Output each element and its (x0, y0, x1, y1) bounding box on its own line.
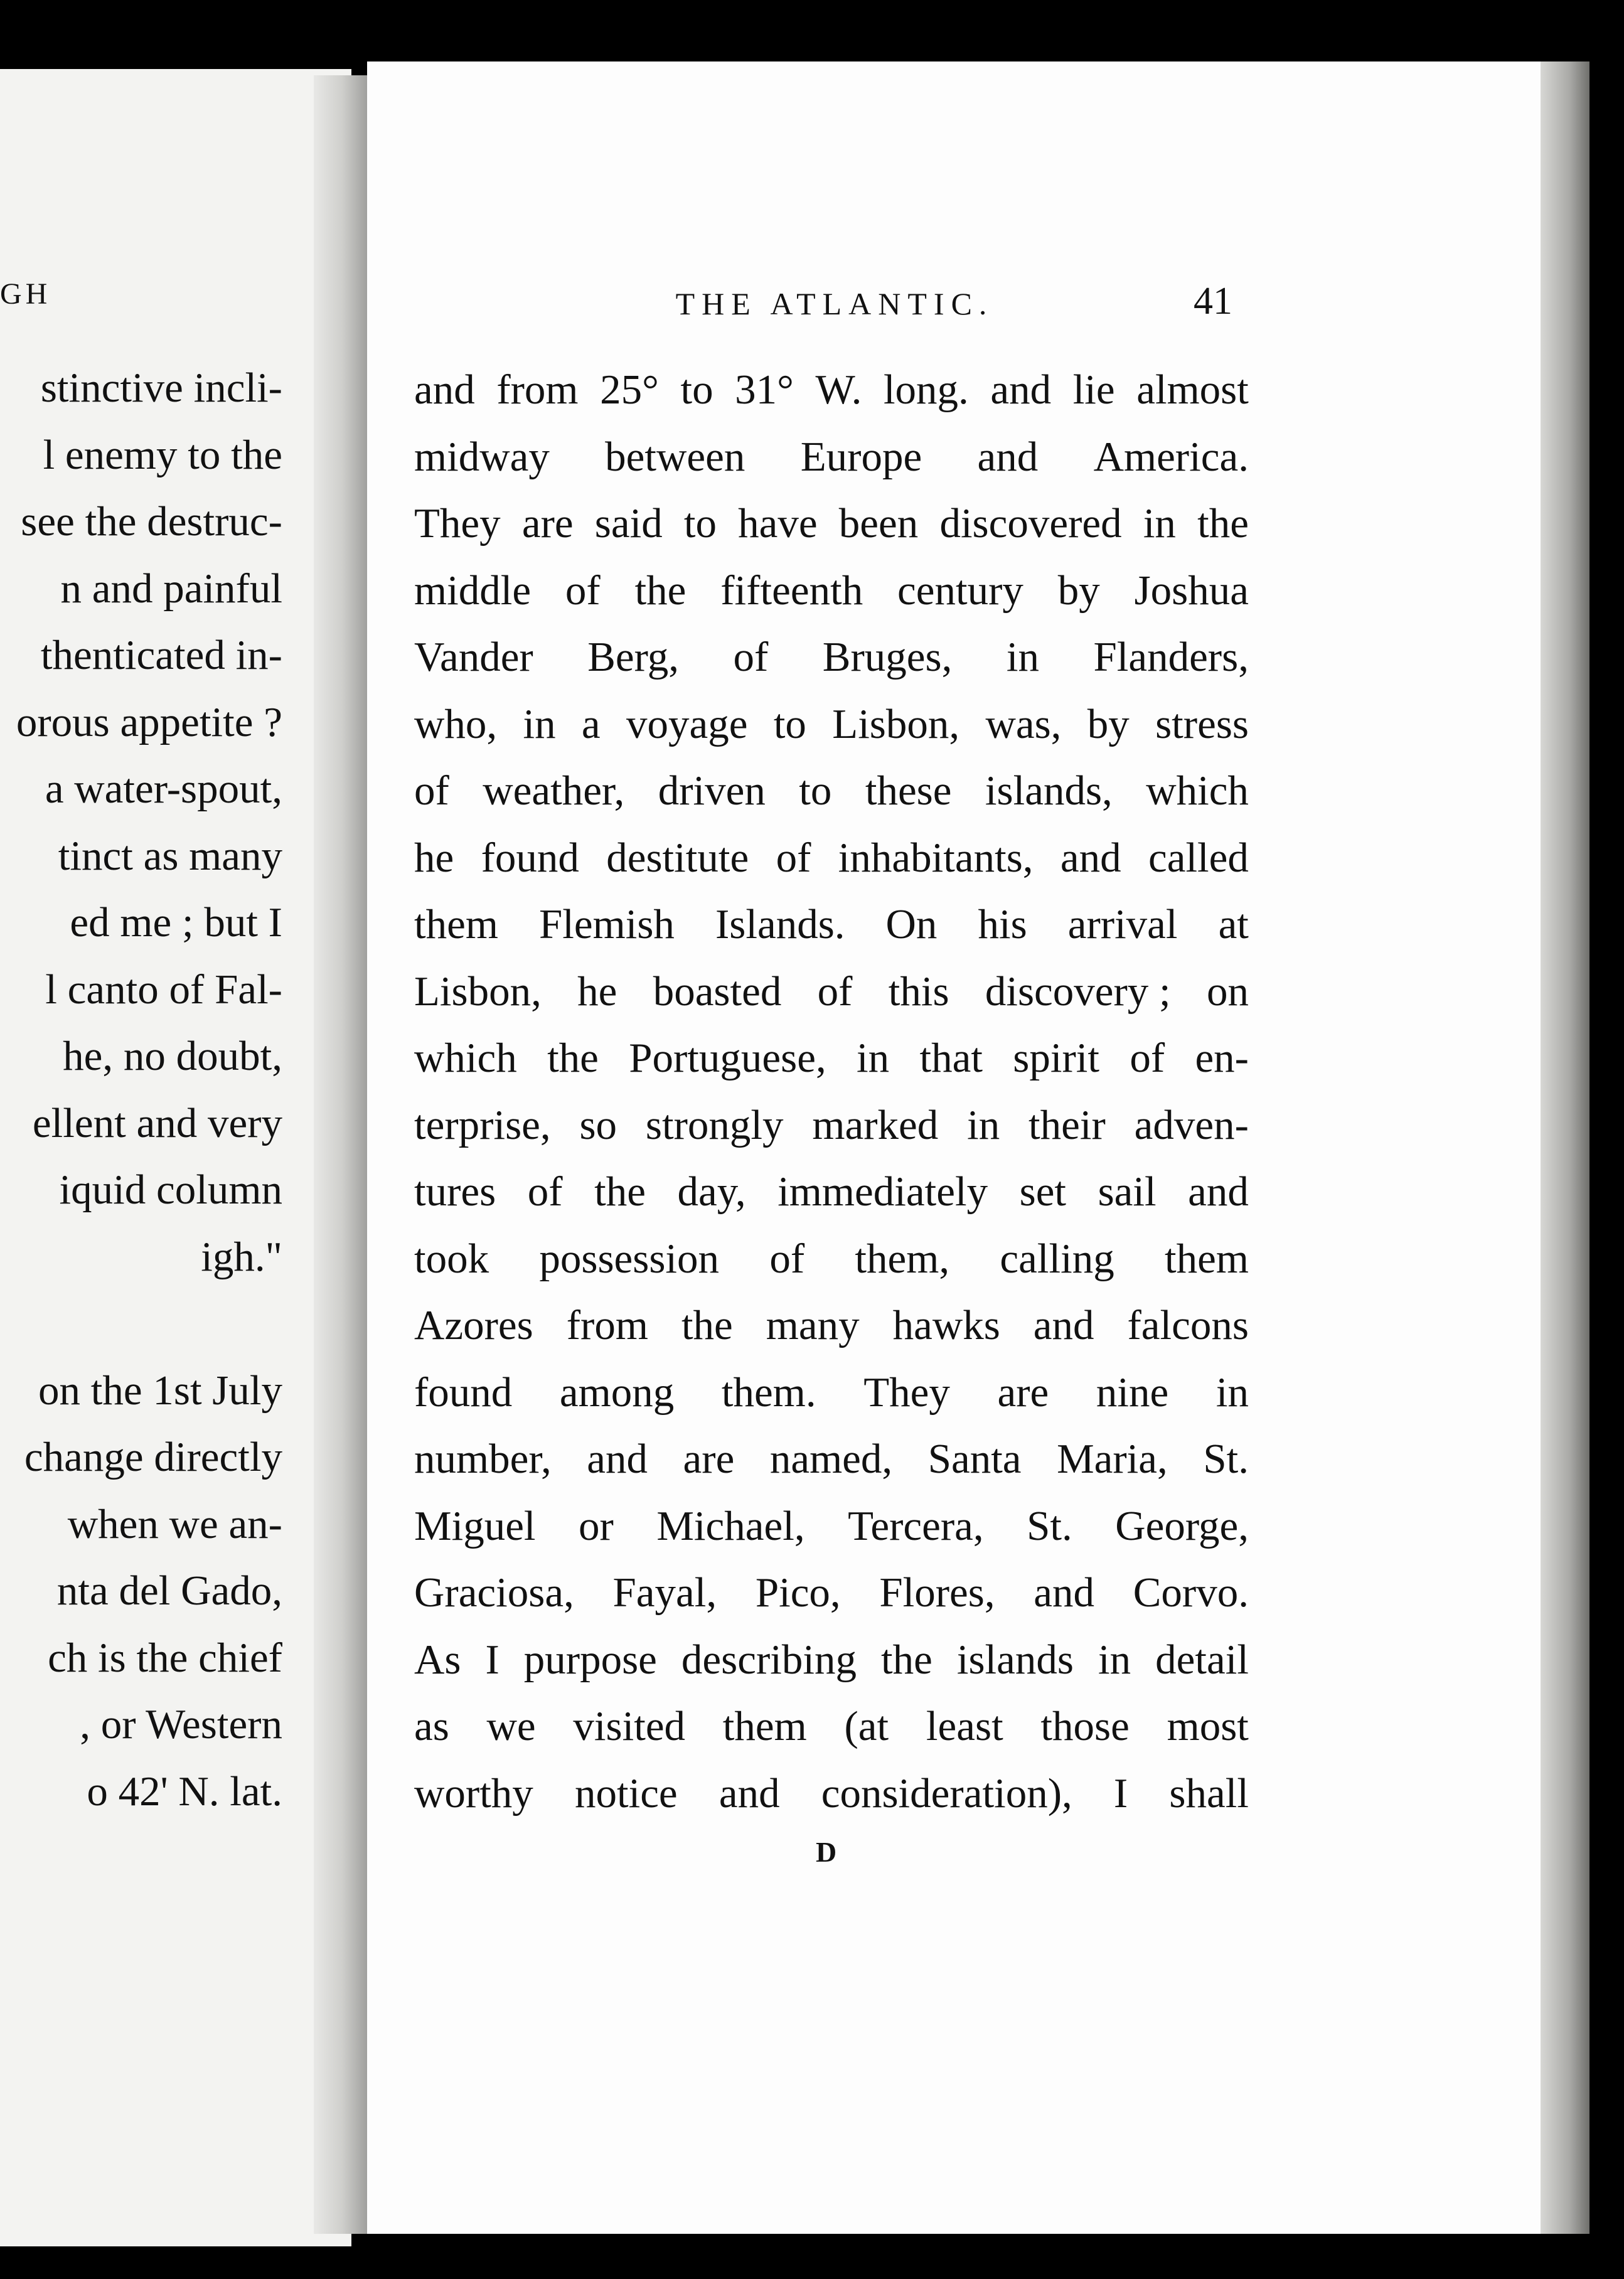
text-line (414, 1569, 1249, 1639)
word: I (1113, 1769, 1128, 1817)
word: lie (1072, 366, 1115, 413)
word: in (967, 1101, 1000, 1148)
text-line (414, 1636, 1249, 1706)
word: and (977, 433, 1039, 480)
word: the (1197, 500, 1249, 547)
word: among (559, 1369, 675, 1416)
left-text-line: change directly (24, 1434, 282, 1480)
word: of (565, 567, 601, 614)
word: Pico, (755, 1569, 841, 1616)
word: are (521, 500, 574, 547)
left-text-line: nta del Gado, (56, 1567, 282, 1614)
word: in (1143, 500, 1176, 547)
word: George, (1115, 1502, 1249, 1549)
word: Michael, (656, 1502, 805, 1549)
word: number, (414, 1436, 552, 1482)
left-text-line: see the destruc- (21, 498, 282, 545)
word: marked (812, 1101, 939, 1148)
word: Joshua (1134, 567, 1249, 614)
word: purpose (523, 1636, 657, 1683)
word: arrival (1067, 901, 1178, 947)
word: midway (414, 433, 550, 480)
left-text-line: he, no doubt, (63, 1033, 282, 1079)
page-edges (1541, 61, 1589, 2234)
text-line (414, 700, 1249, 771)
word: the (547, 1035, 599, 1081)
word: them (414, 901, 498, 947)
word: of (414, 767, 449, 814)
word: Islands. (715, 901, 845, 947)
word: Lisbon, (832, 700, 960, 747)
word: nine (1096, 1369, 1169, 1416)
word: between (605, 433, 745, 480)
word: a (581, 700, 601, 747)
word: set (1019, 1168, 1067, 1215)
word: spirit (1013, 1035, 1099, 1081)
word: of (527, 1168, 563, 1215)
left-text-line: l canto of Fal- (45, 966, 282, 1013)
page-number: 41 (1194, 280, 1232, 323)
word: detail (1155, 1636, 1249, 1683)
word: the (881, 1636, 932, 1683)
word: Graciosa, (414, 1569, 574, 1616)
word: the (681, 1302, 733, 1348)
word: these (865, 767, 952, 814)
left-text-line: ellent and very (32, 1099, 282, 1146)
word: inhabitants, (838, 834, 1034, 881)
text-line (414, 1438, 1249, 1505)
word: (at (844, 1703, 889, 1749)
left-text-line: ch is the chief (48, 1634, 282, 1681)
word: On (885, 901, 938, 947)
word: fifteenth (720, 567, 863, 614)
text-line (414, 433, 1249, 503)
left-text-line: , or Western (80, 1701, 282, 1748)
text-line (414, 968, 1249, 1038)
word: They (863, 1369, 950, 1416)
word: They (414, 500, 501, 547)
word: driven (658, 767, 766, 814)
word: took (414, 1235, 489, 1282)
left-text-line: ed me ; but I (70, 899, 282, 946)
word: named, (769, 1436, 893, 1482)
book-gutter (314, 75, 370, 2234)
word: to (799, 767, 832, 814)
word: St. (1203, 1436, 1249, 1482)
word: Bruges, (822, 634, 953, 680)
word: tures (414, 1168, 496, 1215)
word: have (738, 500, 818, 547)
word: of (769, 1235, 805, 1282)
word: we (486, 1703, 536, 1749)
word: those (1040, 1703, 1130, 1749)
word: called (1148, 834, 1249, 881)
word: their (1028, 1101, 1106, 1148)
word: or (579, 1502, 614, 1549)
word: on (1206, 968, 1249, 1015)
word: in (1215, 1369, 1249, 1416)
word: been (838, 500, 919, 547)
word: almost (1136, 366, 1249, 413)
text-line (414, 1705, 1249, 1773)
word: destitute (606, 834, 749, 881)
word: and (414, 366, 475, 413)
word: terprise, (414, 1101, 551, 1148)
word: in (1006, 634, 1039, 680)
word: them. (721, 1369, 816, 1416)
word: to (683, 500, 717, 547)
left-page (0, 69, 351, 2246)
word: long. (883, 366, 969, 413)
word: from (496, 366, 579, 413)
word: of (817, 968, 853, 1015)
word: notice (574, 1769, 678, 1817)
word: Miguel (414, 1502, 536, 1549)
word: most (1167, 1703, 1249, 1749)
word: Vander (414, 634, 533, 680)
word: the (634, 567, 686, 614)
text-line (414, 767, 1249, 837)
word: voyage (626, 700, 748, 747)
left-text-line: o 42' N. lat. (87, 1768, 282, 1815)
word: discovery ; (985, 968, 1171, 1015)
word: en- (1195, 1035, 1249, 1081)
left-text-line: on the 1st July (38, 1367, 282, 1414)
word: as (414, 1703, 449, 1749)
left-running-head: GH (0, 277, 51, 311)
word: W. (815, 366, 862, 413)
word: visited (573, 1703, 686, 1749)
text-line (414, 567, 1249, 637)
word: stress (1155, 700, 1249, 747)
word: discovered (939, 500, 1122, 547)
word: of (1130, 1035, 1165, 1081)
word: the (594, 1168, 646, 1215)
word: century (897, 567, 1023, 614)
word: was, (985, 700, 1062, 747)
word: said (594, 500, 663, 547)
left-text-line: orous appetite ? (16, 698, 282, 745)
word: shall (1169, 1769, 1249, 1817)
word: Flemish (539, 901, 675, 947)
word: that (919, 1035, 983, 1081)
left-text-line: n and painful (60, 565, 282, 612)
word: America. (1093, 433, 1249, 480)
text-line (414, 1168, 1249, 1238)
word: middle (414, 567, 532, 614)
word: and (1060, 834, 1121, 881)
word: them (722, 1703, 807, 1749)
word: who, (414, 700, 498, 747)
word: Portuguese, (629, 1035, 826, 1081)
word: at (1218, 901, 1249, 947)
word: and (1188, 1168, 1249, 1215)
left-text-line: iquid column (59, 1166, 282, 1213)
text-line (414, 500, 1249, 570)
catchword: D (816, 1836, 837, 1868)
word: Fayal, (612, 1569, 717, 1616)
word: by (1057, 567, 1100, 614)
word: found (414, 1369, 513, 1416)
word: Berg, (587, 634, 680, 680)
word: by (1087, 700, 1130, 747)
word: St. (1027, 1502, 1072, 1549)
left-text-line: l enemy to the (43, 431, 282, 478)
word: Europe (800, 433, 922, 480)
left-text-line: tinct as many (58, 832, 282, 879)
word: strongly (645, 1101, 784, 1148)
text-line (414, 1101, 1249, 1172)
word: this (888, 968, 949, 1015)
word: 31° (735, 366, 794, 413)
word: in (523, 700, 556, 747)
text-line (414, 1037, 1249, 1104)
word: islands (956, 1636, 1074, 1683)
text-line (414, 1235, 1249, 1305)
word: are (683, 1436, 735, 1482)
word: adven- (1134, 1101, 1249, 1148)
word: boasted (653, 968, 782, 1015)
word: he (414, 834, 454, 881)
body-text (414, 366, 1249, 1839)
word: Flanders, (1093, 634, 1249, 680)
word: and (990, 366, 1052, 413)
word: Tercera, (848, 1502, 984, 1549)
word: and (719, 1769, 780, 1817)
text-line (414, 1369, 1249, 1439)
word: immediately (777, 1168, 988, 1215)
word: calling (1000, 1235, 1114, 1282)
word: which (1146, 767, 1249, 814)
word: Azores (414, 1302, 533, 1348)
word: he (577, 968, 617, 1015)
word: hawks (892, 1302, 1000, 1348)
word: Maria, (1057, 1436, 1168, 1482)
word: to (680, 366, 713, 413)
word: them (1164, 1235, 1249, 1282)
word: and (1033, 1302, 1094, 1348)
word: describing (681, 1636, 857, 1683)
word: As (414, 1636, 461, 1683)
text-line (414, 834, 1249, 904)
word: sail (1098, 1168, 1157, 1215)
word: weather, (483, 767, 625, 814)
text-line (414, 1302, 1249, 1372)
word: to (773, 700, 806, 747)
word: day, (677, 1168, 746, 1215)
left-text-line: thenticated in- (40, 632, 282, 678)
word: are (997, 1369, 1049, 1416)
word: his (978, 901, 1027, 947)
word: falcons (1127, 1302, 1249, 1348)
word: so (579, 1101, 617, 1148)
word: least (926, 1703, 1003, 1749)
word: worthy (414, 1769, 533, 1817)
word: Lisbon, (414, 968, 542, 1015)
word: them, (855, 1235, 950, 1282)
text-line (414, 366, 1249, 436)
word: in (1098, 1636, 1131, 1683)
word: Santa (927, 1436, 1022, 1482)
left-text-line: a water-spout, (45, 766, 282, 812)
word: which (414, 1035, 517, 1081)
word: in (857, 1035, 890, 1081)
word: possession (539, 1235, 720, 1282)
word: Flores, (879, 1569, 995, 1616)
word: from (566, 1302, 648, 1348)
left-text-line: stinctive incli- (40, 365, 282, 411)
word: many (766, 1302, 860, 1348)
left-page-text (0, 69, 351, 2246)
word: and (587, 1436, 648, 1482)
left-text-line: igh." (201, 1233, 282, 1280)
left-text-line: when we an- (67, 1500, 282, 1547)
text-line (414, 901, 1249, 971)
word: of (776, 834, 811, 881)
word: found (481, 834, 579, 881)
word: of (733, 634, 769, 680)
word: Corvo. (1133, 1569, 1249, 1616)
word: and (1034, 1569, 1095, 1616)
running-head: THE ATLANTIC. (675, 286, 994, 321)
word: consideration), (821, 1769, 1072, 1817)
text-line (414, 1502, 1249, 1572)
word: 25° (600, 366, 659, 413)
text-line (414, 636, 1249, 703)
text-line (414, 1769, 1249, 1840)
word: I (485, 1636, 499, 1683)
word: islands, (985, 767, 1113, 814)
